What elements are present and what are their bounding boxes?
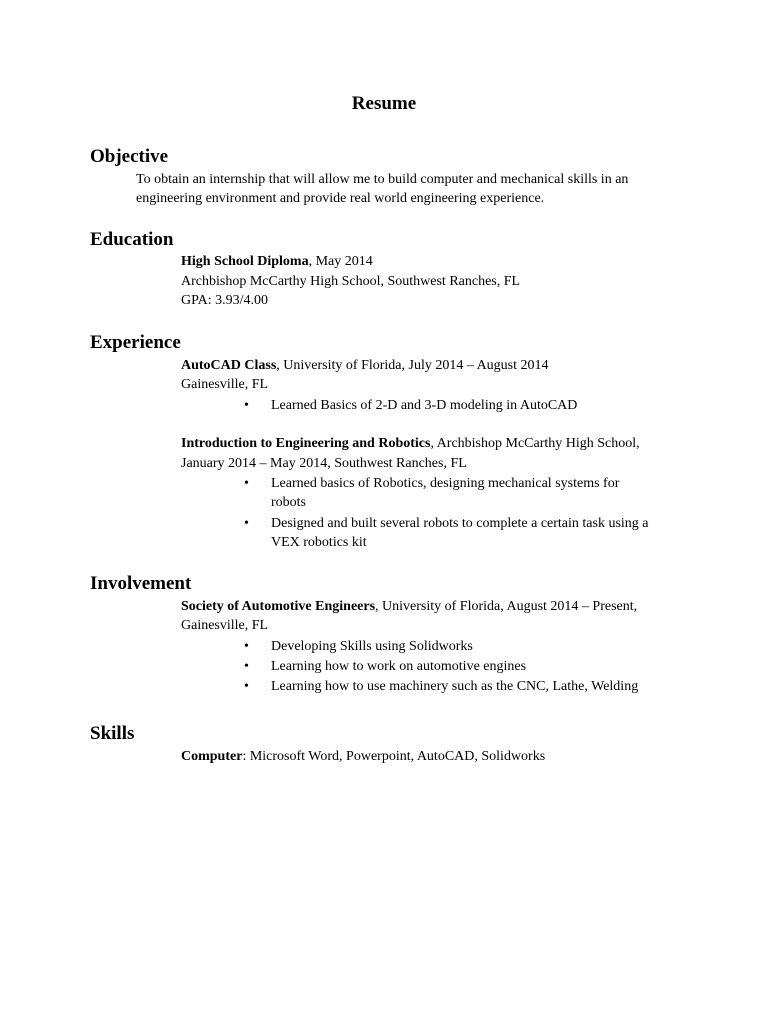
involvement-org-line: [181, 597, 637, 617]
involvement-bullet-1: Developing Skills using Solidworks: [271, 639, 473, 654]
experience-entry-2-bullet-2-line-1: Designed and built several robots to complete a certain task using a: [271, 516, 649, 531]
education-degree-date: , May 2014: [308, 254, 373, 269]
experience-entry-1-details: , University of Florida, July 2014 – August 2014: [276, 358, 549, 373]
experience-entry-2-details: , Archbishop McCarthy High School,: [430, 436, 640, 451]
objective-heading: Objective: [90, 146, 169, 167]
experience-entry-2-bullet-2-line-2: VEX robotics kit: [271, 535, 367, 550]
involvement-heading: Involvement: [90, 573, 192, 594]
objective-line-2: engineering environment and provide real world engineering experience.: [136, 191, 545, 206]
education-degree: High School Diploma: [181, 254, 309, 269]
involvement-org-details: , University of Florida, August 2014 – Present,: [375, 599, 638, 614]
involvement-org: Society of Automotive Engineers: [181, 599, 376, 614]
education-school: Archbishop McCarthy High School, Southwest Ranches, FL: [181, 274, 521, 289]
bullet-marker: •: [244, 659, 249, 674]
objective-line-1: To obtain an internship that will allow me to build computer and mechanical skills in an: [136, 172, 629, 187]
education-heading: Education: [90, 229, 174, 250]
involvement-bullet-3: Learning how to use machinery such as the CNC, Lathe, Welding: [271, 679, 639, 694]
experience-entry-1-title: AutoCAD Class: [181, 358, 277, 373]
bullet-marker: •: [244, 516, 249, 531]
skills-line: [181, 747, 545, 767]
involvement-location: Gainesville, FL: [181, 618, 269, 633]
experience-entry-2-bullet-1-line-1: Learned basics of Robotics, designing mechanical systems for: [271, 476, 620, 491]
experience-heading: Experience: [90, 332, 181, 353]
bullet-marker: •: [244, 476, 249, 491]
experience-entry-2-title-line: [181, 434, 640, 454]
experience-entry-2-dates: January 2014 – May 2014, Southwest Ranches, FL: [181, 456, 467, 471]
involvement-bullet-2: Learning how to work on automotive engines: [271, 659, 527, 674]
skills-label: Computer: [181, 749, 243, 764]
education-degree-line: [181, 252, 373, 272]
experience-entry-2-title: Introduction to Engineering and Robotics: [181, 436, 431, 451]
experience-entry-1-title-line: [181, 356, 549, 376]
experience-entry-2-bullet-1-line-2: robots: [271, 495, 306, 510]
experience-entry-1-bullet-1: Learned Basics of 2-D and 3-D modeling in AutoCAD: [271, 398, 578, 413]
bullet-marker: •: [244, 398, 249, 413]
skills-heading: Skills: [90, 723, 135, 744]
experience-entry-1-location: Gainesville, FL: [181, 377, 269, 392]
skills-value: : Microsoft Word, Powerpoint, AutoCAD, Solidworks: [242, 749, 546, 764]
bullet-marker: •: [244, 679, 249, 694]
page-title: Resume: [351, 93, 417, 114]
education-gpa: GPA: 3.93/4.00: [181, 293, 269, 308]
bullet-marker: •: [244, 639, 249, 654]
